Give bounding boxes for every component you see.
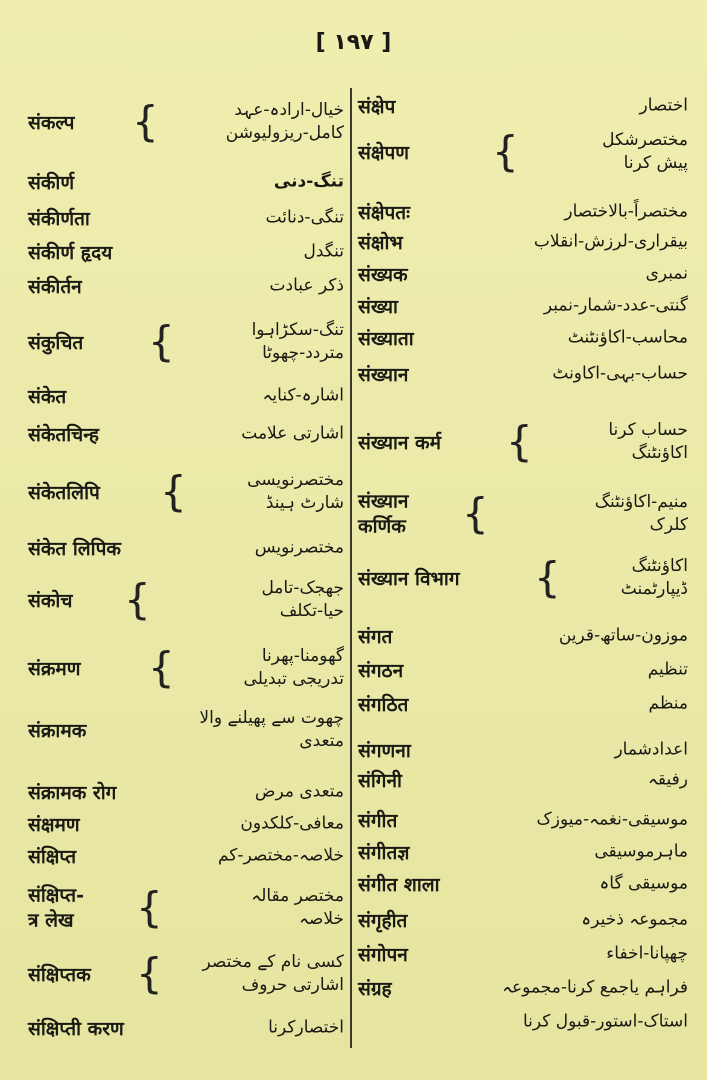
gloss-line: گنتی-عدد-شمار-نمبر xyxy=(543,295,688,316)
right-entry xyxy=(358,125,688,179)
headword: संक्षेपतः xyxy=(358,202,410,224)
gloss xyxy=(502,977,688,1000)
right-entry xyxy=(358,621,688,651)
gloss-line: متعدی xyxy=(299,731,344,751)
right-entry xyxy=(358,197,688,227)
headword: संकेत xyxy=(28,386,67,408)
gloss-line: حیا-تکلف xyxy=(279,601,344,621)
gloss-line: مجموعہ ذخیرہ xyxy=(581,909,688,930)
brace: { xyxy=(462,489,489,538)
gloss xyxy=(523,1011,688,1034)
headword: संख्यक xyxy=(358,264,408,286)
gloss xyxy=(261,577,344,623)
gloss-line: کسی نام کے مختصر xyxy=(202,952,344,973)
right-entry xyxy=(358,413,688,471)
headword: संगठित xyxy=(358,694,409,716)
gloss xyxy=(559,625,688,648)
right-entry xyxy=(358,357,688,391)
gloss xyxy=(537,809,688,832)
right-entry xyxy=(358,939,688,969)
headword: संकेतलिपि xyxy=(28,482,100,504)
gloss xyxy=(608,419,688,465)
gloss-line: تنگ-دنی xyxy=(273,171,344,192)
headword: संग्रह xyxy=(358,978,392,1000)
right-entry xyxy=(358,227,688,257)
right-entry xyxy=(358,765,688,795)
gloss xyxy=(544,295,688,318)
gloss xyxy=(240,813,344,836)
headword: संकल्प xyxy=(28,112,75,134)
gloss xyxy=(203,951,344,997)
left-entry xyxy=(28,166,344,198)
left-entry xyxy=(28,777,344,807)
headword: संक्षिप्तक xyxy=(28,964,91,986)
gloss-line: تنگ-سکڑاہوا xyxy=(251,320,344,341)
gloss xyxy=(594,841,688,864)
gloss-line: کلرک xyxy=(649,515,688,535)
gloss-line: گھومنا-پھرنا xyxy=(261,646,344,667)
right-entry xyxy=(358,1007,688,1037)
brace: { xyxy=(132,97,159,146)
right-entry xyxy=(358,323,688,353)
headword: संगठन xyxy=(358,660,404,682)
headword: संकेतचिन्ह xyxy=(28,424,100,446)
gloss-line: متردد-چھوٹا xyxy=(262,343,344,363)
right-entry xyxy=(358,483,688,545)
right-entry xyxy=(358,869,688,899)
headword: संकीर्ण हृदय xyxy=(28,242,113,264)
left-entry xyxy=(28,236,344,268)
gloss xyxy=(251,885,344,931)
gloss-line: اکاؤنٹنگ xyxy=(631,443,688,463)
gloss-line: چھوت سے پھیلنے والا xyxy=(199,708,344,729)
headword: संगिनी xyxy=(358,770,402,792)
brace: { xyxy=(492,127,519,176)
gloss-line: ڈیپارٹمنٹ xyxy=(620,579,688,599)
left-entry xyxy=(28,880,344,936)
gloss xyxy=(255,781,344,804)
gloss-line: معافی-کلکدون xyxy=(240,813,344,834)
gloss-line: مختصرنویس xyxy=(254,537,344,558)
gloss-line: اختصارکرنا xyxy=(268,1017,344,1038)
left-entry xyxy=(28,532,344,564)
left-entry xyxy=(28,92,344,152)
headword: संक्षिप्ती करण xyxy=(28,1018,124,1040)
gloss-line: اعدادشمار xyxy=(614,739,688,760)
left-entry xyxy=(28,380,344,412)
gloss-line: کامل-ریزولیوشن xyxy=(225,123,344,143)
gloss-line: تنگدل xyxy=(303,241,344,262)
headword: संख्यान कर्म xyxy=(358,432,442,454)
gloss xyxy=(226,99,344,145)
gloss-line: ماہرموسیقی xyxy=(594,841,688,862)
gloss xyxy=(262,385,344,408)
gloss-line: اکاؤنٹنگ xyxy=(631,556,688,577)
gloss-line: خیال-ارادہ-عہد xyxy=(234,100,344,121)
gloss-line: مختصراً-بالاختصار xyxy=(564,201,688,222)
left-entry xyxy=(28,202,344,234)
gloss xyxy=(614,739,688,762)
gloss-line: اشارتی حروف xyxy=(241,975,344,995)
gloss-line: منیم-اکاؤنٹنگ xyxy=(594,492,688,513)
gloss xyxy=(649,693,689,716)
gloss xyxy=(303,241,344,264)
gloss xyxy=(247,469,344,515)
gloss xyxy=(241,423,344,446)
gloss-line: شارٹ ہینڈ xyxy=(265,493,344,513)
left-entry xyxy=(28,314,344,370)
headword: संगत xyxy=(358,626,393,648)
headword: संक्षमण xyxy=(28,814,80,836)
brace: { xyxy=(148,643,175,692)
gloss-line: چھپانا-اخفاء xyxy=(606,943,688,964)
left-entry xyxy=(28,462,344,522)
right-entry xyxy=(358,689,688,719)
right-entry xyxy=(358,655,688,685)
gloss-line: مختصرشکل xyxy=(602,130,688,151)
gloss xyxy=(199,707,344,753)
left-entry xyxy=(28,571,344,629)
headword: संकुचित xyxy=(28,332,84,354)
gloss-line: خلاصہ-مختصر-کم xyxy=(217,845,344,866)
brace: { xyxy=(506,417,533,466)
left-entry xyxy=(28,946,344,1002)
headword: संगृहीत xyxy=(358,910,408,932)
gloss xyxy=(274,171,344,194)
headword: संक्रामक रोग xyxy=(28,782,117,804)
right-entry xyxy=(358,91,688,121)
column-divider xyxy=(350,88,352,1048)
headword: संक्षोभ xyxy=(358,232,403,254)
headword: संख्यान xyxy=(358,364,409,386)
right-entry xyxy=(358,291,688,321)
headword: संकीर्तन xyxy=(28,276,82,298)
gloss xyxy=(218,845,344,868)
left-entry xyxy=(28,418,344,450)
gloss-line: تنظیم xyxy=(647,659,688,680)
gloss-line: موسیقی-نغمہ-میوزک xyxy=(536,809,688,830)
headword: संक्षिप्त xyxy=(28,846,77,868)
gloss-line: منظم xyxy=(648,693,688,714)
gloss-line: تدریجی تبدیلی xyxy=(243,669,344,689)
headword: संख्यान कर्णिक xyxy=(358,490,409,537)
left-entry xyxy=(28,809,344,839)
left-entry xyxy=(28,636,344,700)
brace: { xyxy=(148,317,175,366)
gloss xyxy=(564,201,688,224)
left-entry xyxy=(28,270,344,302)
brace: { xyxy=(136,883,163,932)
gloss-line: حساب کرنا xyxy=(608,420,688,441)
headword: संक्षेप xyxy=(358,96,396,118)
headword: संक्षिप्त- त्र लेख xyxy=(28,884,84,931)
gloss xyxy=(621,555,688,601)
headword: संख्या xyxy=(358,296,398,318)
brace: { xyxy=(534,553,561,602)
gloss xyxy=(252,319,344,365)
left-entry xyxy=(28,1013,344,1043)
headword: संगीत xyxy=(358,810,398,832)
gloss-line: اشارتی علامت xyxy=(241,423,344,444)
gloss xyxy=(534,231,688,254)
headword: संक्रामक xyxy=(28,720,87,742)
right-entry xyxy=(358,259,688,289)
gloss-line: اشارہ-کنایہ xyxy=(262,385,344,406)
gloss xyxy=(552,363,688,386)
gloss xyxy=(599,873,688,896)
right-entry xyxy=(358,905,688,935)
gloss-line: پیش کرنا xyxy=(623,153,688,173)
gloss xyxy=(595,491,688,537)
gloss xyxy=(270,275,344,298)
headword: संगीतज्ञ xyxy=(358,842,410,864)
gloss-line: مختصر مقالہ xyxy=(251,886,344,907)
gloss-line: موسیقی گاہ xyxy=(599,873,688,894)
gloss-line: نمبری xyxy=(645,263,688,284)
page-number: [ ۱۹۷ ] xyxy=(315,30,392,55)
gloss-line: مختصرنویسی xyxy=(247,470,344,491)
gloss-line: رفیقہ xyxy=(647,769,688,790)
gloss-line: جھجک-تامل xyxy=(261,578,344,599)
headword: संकेत लिपिक xyxy=(28,538,121,560)
brace: { xyxy=(124,575,151,624)
gloss xyxy=(602,129,688,175)
gloss-line: خلاصہ xyxy=(298,909,344,929)
headword: संख्याता xyxy=(358,328,414,350)
headword: संक्रमण xyxy=(28,658,81,680)
headword: संगीत शाला xyxy=(358,874,440,896)
gloss xyxy=(581,909,688,932)
gloss-line: ذکر عبادت xyxy=(269,275,344,296)
headword: संकीर्ण xyxy=(28,172,75,194)
right-entry xyxy=(358,805,688,835)
gloss xyxy=(648,769,688,792)
gloss-line: متعدی مرض xyxy=(254,781,344,802)
right-entry xyxy=(358,973,688,1003)
gloss xyxy=(648,659,688,682)
headword: संकोच xyxy=(28,590,73,612)
brace: { xyxy=(160,467,187,516)
gloss xyxy=(266,207,344,230)
gloss-line: بیقراری-لرزش-انقلاب xyxy=(533,231,688,252)
left-entry xyxy=(28,841,344,871)
gloss xyxy=(606,943,688,966)
gloss-line: اختصار xyxy=(639,95,688,116)
headword: संकीर्णता xyxy=(28,208,90,230)
gloss xyxy=(244,645,344,691)
gloss xyxy=(255,537,344,560)
gloss xyxy=(268,1017,344,1040)
headword: संक्षेपण xyxy=(358,142,409,164)
right-entry xyxy=(358,548,688,608)
headword: संख्यान विभाग xyxy=(358,568,460,590)
headword: संगोपन xyxy=(358,944,408,966)
gloss-line: استاک-استور-قبول کرنا xyxy=(522,1011,688,1032)
gloss-line: فراہم یاجمع کرنا-مجموعہ xyxy=(502,977,688,998)
gloss xyxy=(568,327,688,350)
left-entry xyxy=(28,700,344,760)
right-entry xyxy=(358,837,688,867)
gloss-line: حساب-بہی-اکاونٹ xyxy=(552,363,688,384)
gloss-line: محاسب-اکاؤنٹنٹ xyxy=(567,327,688,348)
gloss xyxy=(646,263,688,286)
gloss xyxy=(640,95,689,118)
gloss-line: تنگی-دنائت xyxy=(265,207,344,228)
headword: संगणना xyxy=(358,740,411,762)
gloss-line: موزون-ساتھ-قرین xyxy=(558,625,688,646)
brace: { xyxy=(136,949,163,998)
right-entry xyxy=(358,735,688,765)
